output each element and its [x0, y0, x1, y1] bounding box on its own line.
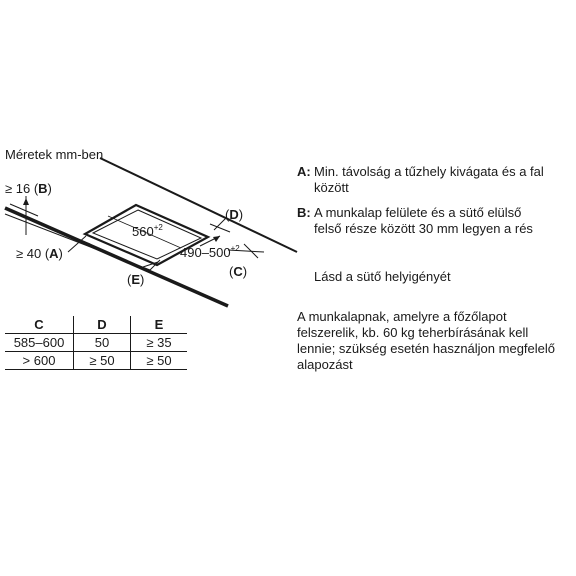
note-a-text: Min. távolság a tűzhely kivágata és a fal között — [314, 164, 544, 195]
dim-d-label — [225, 207, 243, 222]
dimension-table — [5, 316, 187, 370]
dim-c-open: ( — [229, 264, 234, 279]
dim-e-letter: E — [131, 272, 141, 287]
table-header-d: D — [74, 316, 131, 334]
note-b-text: A munkalap felülete és a sütő elülső felső része között 30 mm legyen a rés — [314, 205, 533, 236]
dim-c-letter: C — [233, 264, 243, 279]
dim-c-label — [229, 264, 247, 279]
dim-a-prefix: ≥ 40 ( — [16, 246, 50, 261]
dim-e-close: ) — [140, 272, 145, 287]
dim-b-letter: B — [38, 181, 48, 196]
dim-b-label — [5, 181, 52, 196]
dim-a-label — [16, 246, 63, 261]
dim-a-suffix: ) — [58, 246, 63, 261]
dim-b-prefix: ≥ 16 ( — [5, 181, 39, 196]
dim-depth-label — [180, 245, 240, 260]
dim-depth-tol: +2 — [230, 244, 240, 253]
table-row — [5, 334, 187, 352]
note-a-key: A: — [297, 164, 311, 179]
table-cell: > 600 — [5, 352, 74, 370]
table-header-row — [5, 316, 187, 334]
dim-b-leader — [10, 204, 38, 216]
table-cell: 585–600 — [5, 334, 74, 352]
dim-depth-value: 490–500 — [180, 245, 231, 260]
dim-e-label — [127, 272, 144, 287]
worktop-front-edge-inner — [5, 214, 150, 270]
units-label: Méretek mm-ben — [5, 147, 104, 162]
dim-b-arrowhead — [23, 198, 29, 205]
table-cell: ≥ 50 — [131, 352, 188, 370]
dim-b-suffix: ) — [47, 181, 52, 196]
dim-d-letter: D — [229, 207, 239, 222]
table-header-c: C — [5, 316, 74, 334]
table-header-e: E — [131, 316, 188, 334]
dim-width-label — [132, 224, 163, 239]
table-cell: ≥ 50 — [74, 352, 131, 370]
dim-c-close: ) — [242, 264, 248, 279]
table-row — [5, 352, 187, 370]
table-cell: ≥ 35 — [131, 334, 188, 352]
note-a — [297, 164, 572, 198]
dim-width-tol: +2 — [153, 223, 163, 232]
dim-e-open: ( — [127, 272, 132, 287]
dim-width-value: 560 — [132, 224, 154, 239]
dim-d-close: ) — [238, 207, 244, 222]
worktop-back-edge — [100, 158, 297, 252]
dim-a-extension — [48, 228, 90, 244]
note-oven-reference: Lásd a sütő helyigényét — [314, 269, 451, 284]
dim-d-line — [210, 224, 230, 232]
note-b-key: B: — [297, 205, 311, 220]
dim-a-letter: A — [49, 246, 59, 261]
dim-d-open: ( — [225, 207, 230, 222]
note-worktop-load: A munkalapnak, amelyre a főzőlapot felszerelik, kb. 60 kg teherbírásának kell lennie; szükség esetén használjon megfelelő alapozást — [297, 309, 556, 372]
note-b — [297, 205, 572, 239]
table-cell: 50 — [74, 334, 131, 352]
